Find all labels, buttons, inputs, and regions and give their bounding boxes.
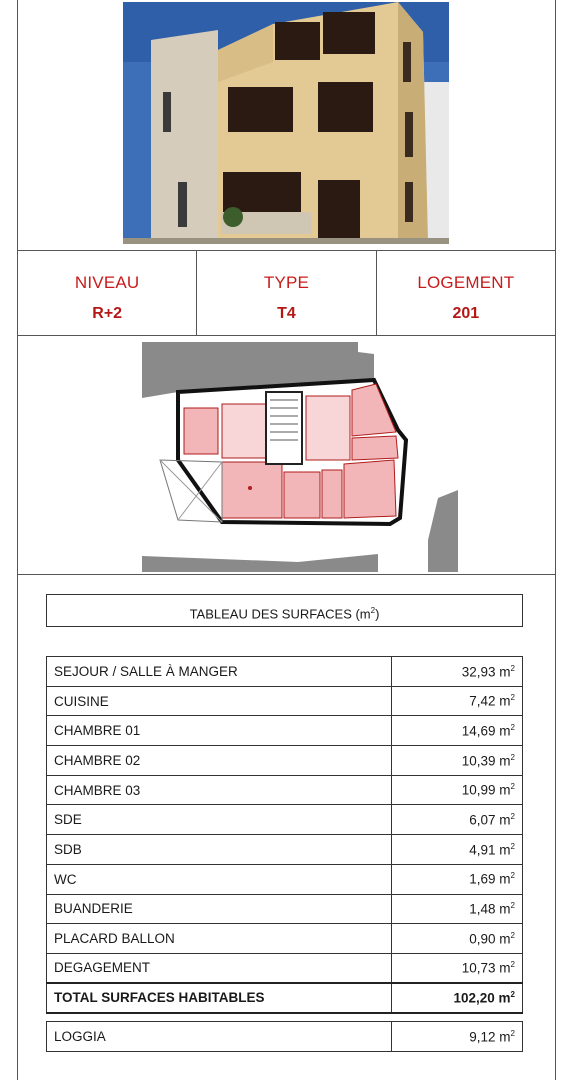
table-caption (46, 594, 523, 627)
surface-label: CHAMBRE 02 (47, 746, 392, 776)
niveau-cell (18, 251, 196, 335)
logement-cell (376, 251, 555, 335)
surface-label: PLACARD BALLON (47, 924, 392, 954)
table-row (47, 835, 523, 865)
loggia-table (46, 1021, 523, 1052)
caption-text: TABLEAU DES SURFACES (m (189, 606, 371, 622)
total-value: 102,20 $m^2$ (392, 983, 523, 1013)
caption-end: ) (375, 606, 380, 622)
floor-plan (138, 340, 460, 572)
table-row (47, 775, 523, 805)
type-label: TYPE (263, 273, 310, 292)
surface-value: 10,73 $m^2$ (392, 953, 523, 983)
table-row (47, 953, 523, 983)
type-value: T4 (277, 305, 296, 322)
loggia-value: 9,12 $m^2$ (392, 1022, 523, 1052)
surface-label: CHAMBRE 01 (47, 716, 392, 746)
surface-label: SDB (47, 835, 392, 865)
surface-value: 0,90 $m^2$ (392, 924, 523, 954)
table-row (47, 746, 523, 776)
surface-value: 10,99 $m^2$ (392, 775, 523, 805)
surfaces-table (46, 656, 523, 1014)
caption-sup: 2 (370, 606, 376, 615)
info-row (18, 251, 555, 336)
surface-label: DEGAGEMENT (47, 953, 392, 983)
total-row (47, 983, 523, 1013)
table-row (47, 686, 523, 716)
surface-value: 1,48 $m^2$ (392, 894, 523, 924)
surface-value: 4,91 $m^2$ (392, 835, 523, 865)
surface-label: BUANDERIE (47, 894, 392, 924)
loggia-label: LOGGIA (47, 1022, 392, 1052)
table-row (47, 716, 523, 746)
niveau-value: R+2 (92, 305, 123, 322)
surface-value: 7,42 $m^2$ (392, 686, 523, 716)
type-cell (196, 251, 375, 335)
logement-label: LOGEMENT (417, 273, 515, 292)
surface-value: 14,69 $m^2$ (392, 716, 523, 746)
surface-value: 1,69 $m^2$ (392, 864, 523, 894)
table-row (47, 657, 523, 687)
surface-value: 32,93 $m^2$ (392, 657, 523, 687)
logement-value: 201 (452, 305, 480, 322)
table-row (47, 894, 523, 924)
surface-value: 10,39 $m^2$ (392, 746, 523, 776)
divider (18, 574, 555, 575)
total-label: TOTAL SURFACES HABITABLES (47, 983, 392, 1013)
surface-label: SEJOUR / SALLE À MANGER (47, 657, 392, 687)
niveau-label: NIVEAU (74, 273, 140, 292)
table-row (47, 805, 523, 835)
surface-value: 6,07 $m^2$ (392, 805, 523, 835)
building-photo (123, 2, 449, 244)
table-row (47, 924, 523, 954)
surface-label: SDE (47, 805, 392, 835)
surface-label: CUISINE (47, 686, 392, 716)
document-sheet (17, 0, 556, 1080)
table-row (47, 864, 523, 894)
table-row (47, 1022, 523, 1052)
surface-label: CHAMBRE 03 (47, 775, 392, 805)
surface-label: WC (47, 864, 392, 894)
